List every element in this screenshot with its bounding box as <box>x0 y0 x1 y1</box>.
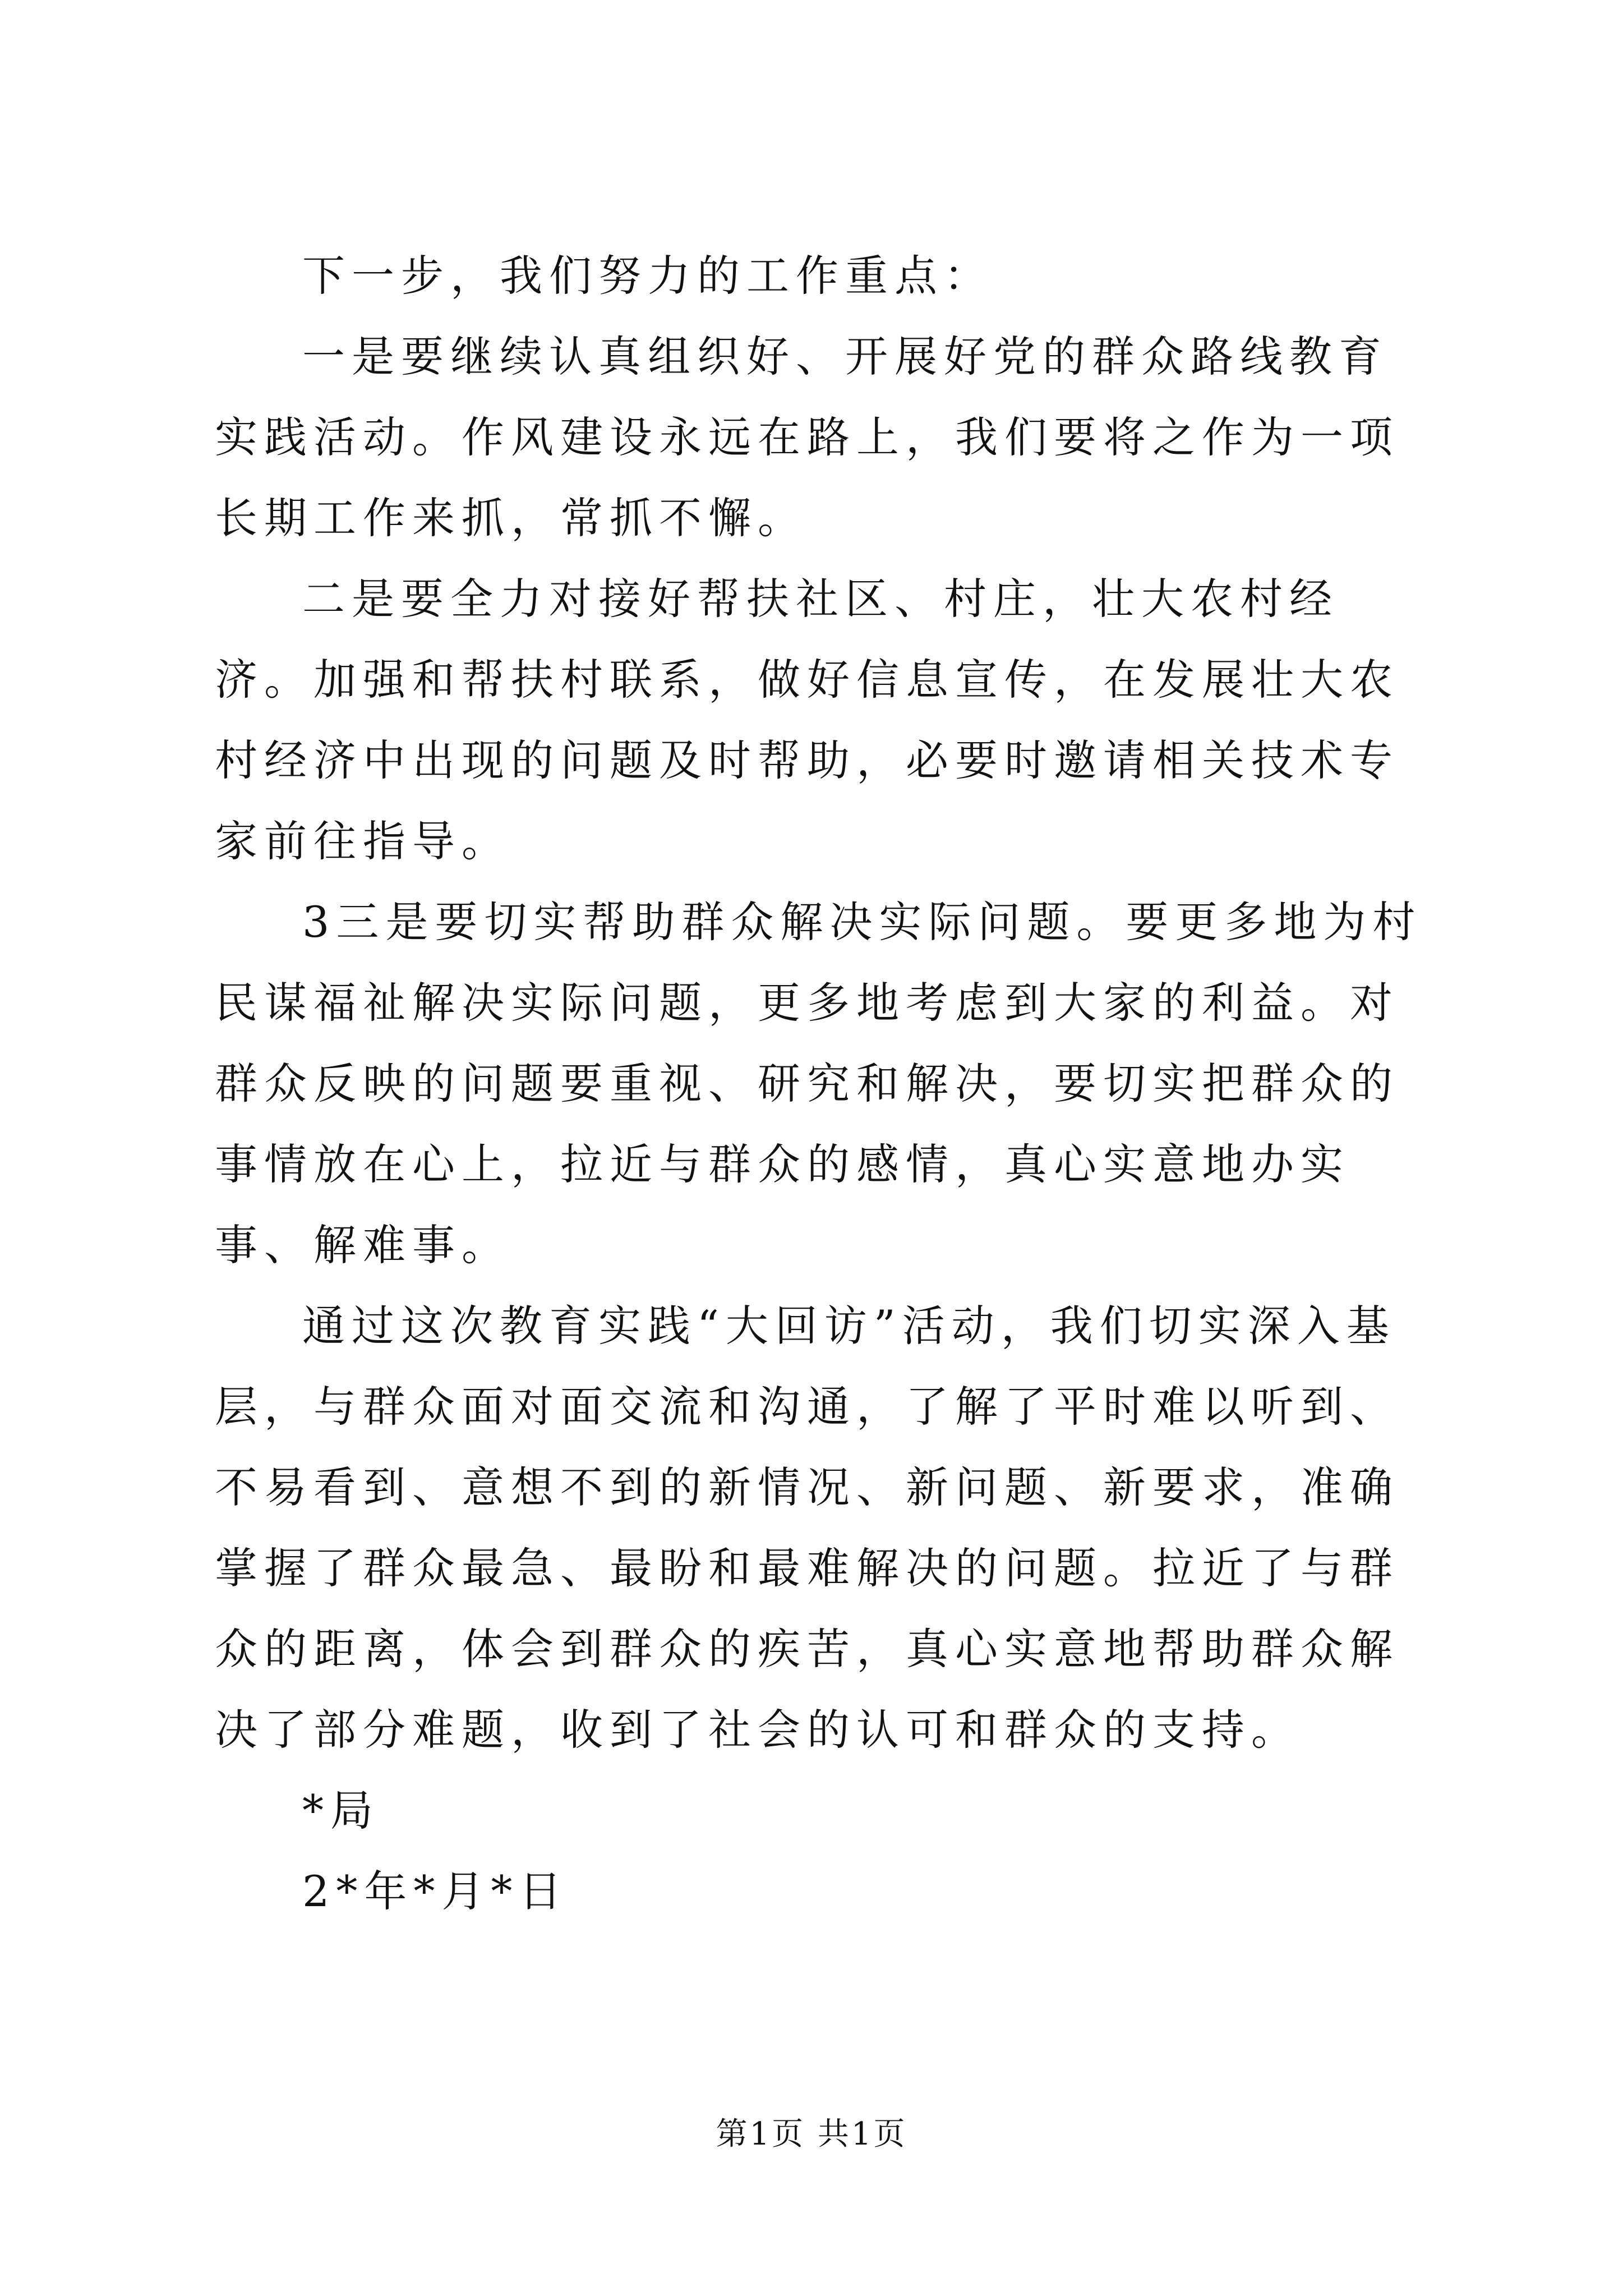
paragraph-point-two: 二是要全力对接好帮扶社区、村庄，壮大农村经济。加强和帮扶村联系，做好信息宣传，在发展壮大农村经济中出现的问题及时帮助，必要时邀请相关技术专家前往指导。 <box>215 574 1399 866</box>
page-footer: 第1页 共1页 <box>716 2116 907 2152</box>
paragraph-point-one: 一是要继续认真组织好、开展好党的群众路线教育实践活动。作风建设永远在路上，我们要将之作为一项长期工作来抓，常抓不懈。 <box>215 332 1399 543</box>
document-body <box>215 236 1426 1932</box>
signature-organization: *局 <box>302 1786 380 1835</box>
paragraph-point-three: 3三是要切实帮助群众解决实际问题。要更多地为村民谋福祉解决实际问题，更多地考虑到大家的利益。对群众反映的问题要重视、研究和解决，要切实把群众的事情放在心上，拉近与群众的感情，真心实意地办实事、解难事。 <box>215 897 1422 1270</box>
paragraph-summary: 通过这次教育实践“大回访”活动，我们切实深入基层，与群众面对面交流和沟通，了解了平时难以听到、不易看到、意想不到的新情况、新问题、新要求，准确掌握了群众最急、最盼和最难解决的问题。拉近了与群众的距离，体会到群众的疾苦，真心实意地帮助群众解决了部分难题，收到了社会的认可和群众的支持。 <box>215 1301 1399 1755</box>
signature-date: 2*年*月*日 <box>302 1866 569 1916</box>
paragraph-intro: 下一步，我们努力的工作重点： <box>302 251 993 301</box>
